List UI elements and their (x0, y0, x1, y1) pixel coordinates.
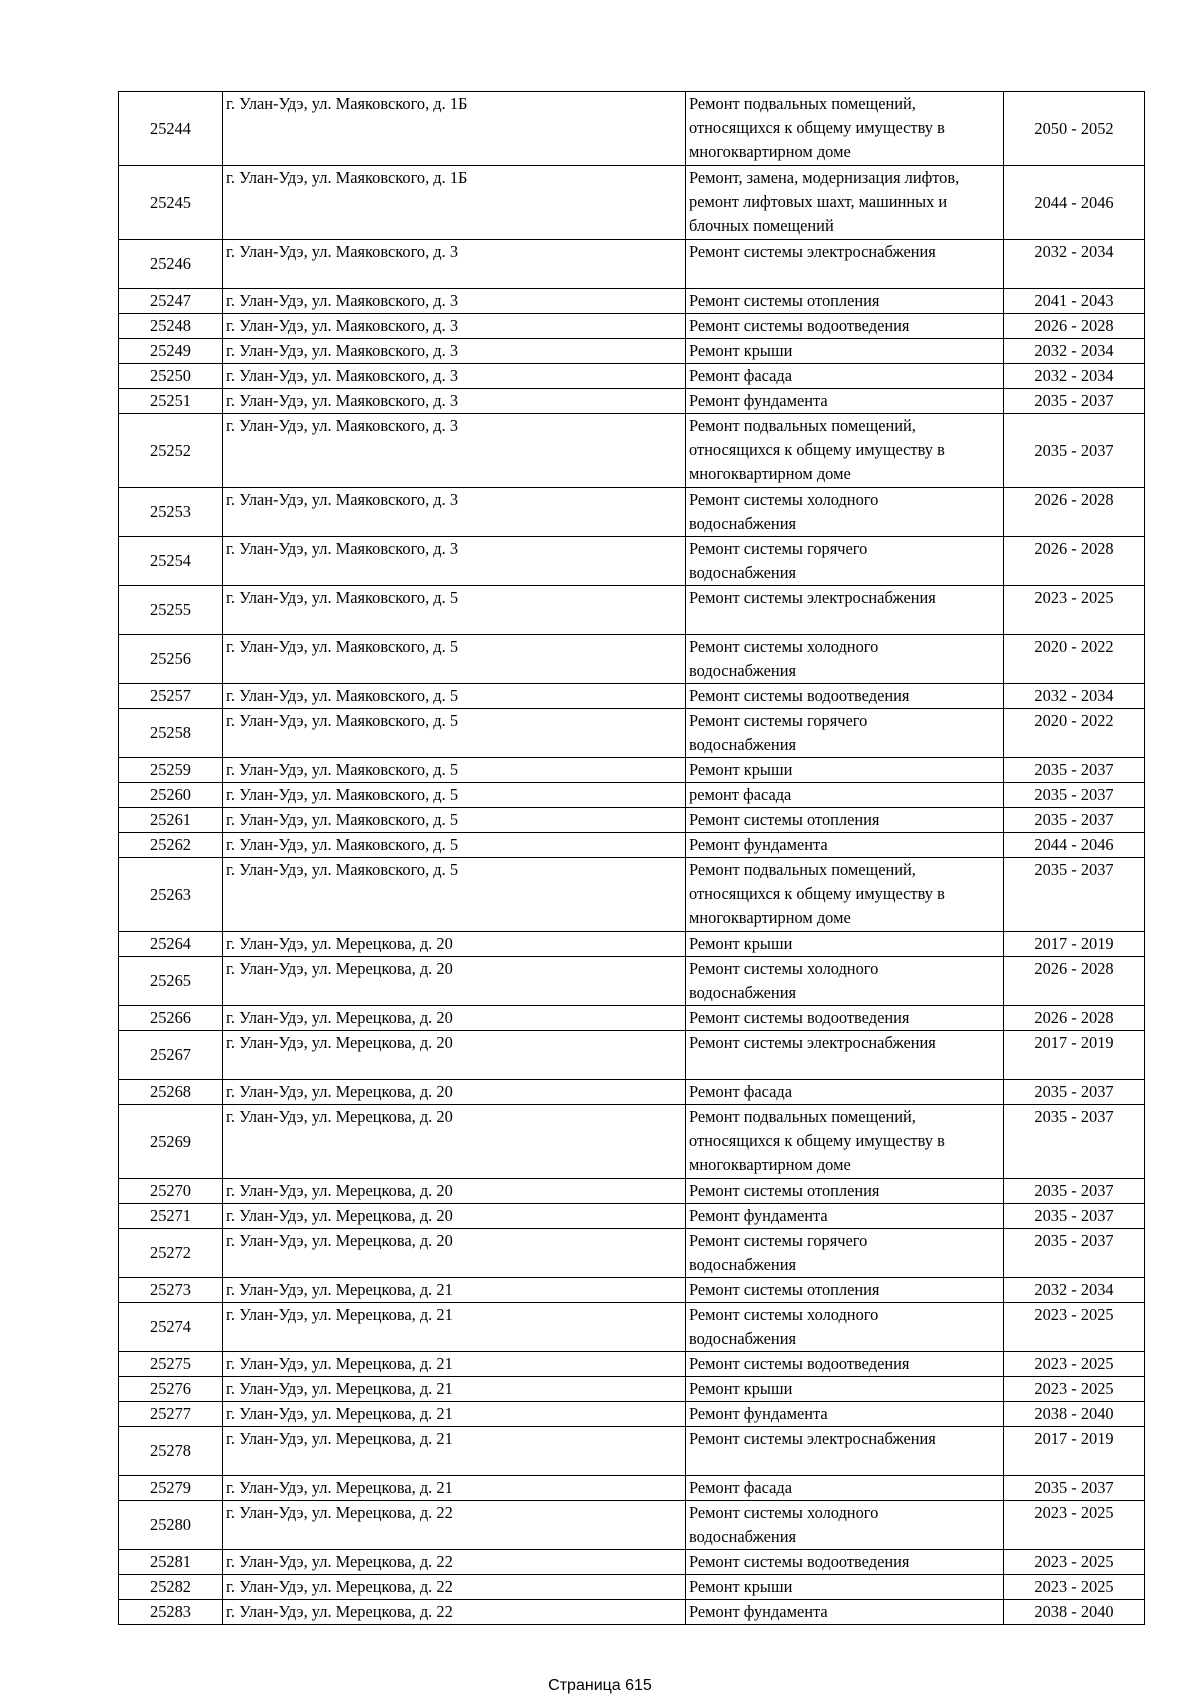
work-type-cell: Ремонт системы холодного водоснабжения (686, 488, 1004, 537)
row-number-cell: 25256 (119, 635, 223, 684)
period-cell: 2035 - 2037 (1004, 389, 1145, 414)
table-row (119, 684, 1145, 709)
table-row (119, 1006, 1145, 1031)
period-cell: 2035 - 2037 (1004, 1229, 1145, 1278)
work-type-cell: Ремонт подвальных помещений, относящихся к общему имуществу в многоквартирном доме (686, 858, 1004, 932)
table-row (119, 289, 1145, 314)
period-cell: 2035 - 2037 (1004, 783, 1145, 808)
address-cell: г. Улан-Удэ, ул. Маяковского, д. 3 (223, 314, 686, 339)
work-type-cell: Ремонт системы горячего водоснабжения (686, 1229, 1004, 1278)
address-cell: г. Улан-Удэ, ул. Мерецкова, д. 20 (223, 1204, 686, 1229)
address-cell: г. Улан-Удэ, ул. Мерецкова, д. 21 (223, 1278, 686, 1303)
address-cell: г. Улан-Удэ, ул. Маяковского, д. 3 (223, 364, 686, 389)
period-cell: 2020 - 2022 (1004, 635, 1145, 684)
address-cell: г. Улан-Удэ, ул. Мерецкова, д. 21 (223, 1427, 686, 1476)
table-row (119, 758, 1145, 783)
repair-schedule-table (118, 91, 1145, 1625)
row-number-cell: 25278 (119, 1427, 223, 1476)
period-cell: 2038 - 2040 (1004, 1600, 1145, 1625)
table-row (119, 537, 1145, 586)
period-cell: 2026 - 2028 (1004, 537, 1145, 586)
row-number-cell: 25269 (119, 1105, 223, 1179)
table-row (119, 364, 1145, 389)
row-number-cell: 25275 (119, 1352, 223, 1377)
period-cell: 2035 - 2037 (1004, 1179, 1145, 1204)
period-cell: 2035 - 2037 (1004, 1476, 1145, 1501)
address-cell: г. Улан-Удэ, ул. Маяковского, д. 5 (223, 758, 686, 783)
address-cell: г. Улан-Удэ, ул. Мерецкова, д. 21 (223, 1402, 686, 1427)
table-row (119, 957, 1145, 1006)
work-type-cell: Ремонт системы горячего водоснабжения (686, 709, 1004, 758)
row-number-cell: 25249 (119, 339, 223, 364)
row-number-cell: 25248 (119, 314, 223, 339)
address-cell: г. Улан-Удэ, ул. Маяковского, д. 5 (223, 783, 686, 808)
work-type-cell: Ремонт фундамента (686, 1600, 1004, 1625)
row-number-cell: 25245 (119, 166, 223, 240)
period-cell: 2026 - 2028 (1004, 488, 1145, 537)
work-type-cell: Ремонт системы отопления (686, 1179, 1004, 1204)
work-type-cell: Ремонт фундамента (686, 833, 1004, 858)
row-number-cell: 25282 (119, 1575, 223, 1600)
work-type-cell: Ремонт крыши (686, 932, 1004, 957)
address-cell: г. Улан-Удэ, ул. Мерецкова, д. 20 (223, 1006, 686, 1031)
table-row (119, 635, 1145, 684)
row-number-cell: 25262 (119, 833, 223, 858)
period-cell: 2035 - 2037 (1004, 1080, 1145, 1105)
page-number: Страница 615 (548, 1677, 652, 1694)
work-type-cell: Ремонт системы холодного водоснабжения (686, 1303, 1004, 1352)
address-cell: г. Улан-Удэ, ул. Мерецкова, д. 20 (223, 957, 686, 1006)
table-row (119, 858, 1145, 932)
row-number-cell: 25252 (119, 414, 223, 488)
period-cell: 2023 - 2025 (1004, 1352, 1145, 1377)
period-cell: 2023 - 2025 (1004, 1303, 1145, 1352)
table-row (119, 1600, 1145, 1625)
table-row (119, 833, 1145, 858)
address-cell: г. Улан-Удэ, ул. Маяковского, д. 3 (223, 414, 686, 488)
address-cell: г. Улан-Удэ, ул. Мерецкова, д. 22 (223, 1575, 686, 1600)
table-row (119, 1476, 1145, 1501)
address-cell: г. Улан-Удэ, ул. Маяковского, д. 1Б (223, 166, 686, 240)
work-type-cell: Ремонт фундамента (686, 1204, 1004, 1229)
row-number-cell: 25267 (119, 1031, 223, 1080)
work-type-cell: Ремонт, замена, модернизация лифтов, ремонт лифтовых шахт, машинных и блочных помещений (686, 166, 1004, 240)
address-cell: г. Улан-Удэ, ул. Маяковского, д. 3 (223, 240, 686, 289)
table-row (119, 1303, 1145, 1352)
address-cell: г. Улан-Удэ, ул. Маяковского, д. 1Б (223, 92, 686, 166)
row-number-cell: 25259 (119, 758, 223, 783)
work-type-cell: Ремонт системы холодного водоснабжения (686, 635, 1004, 684)
work-type-cell: Ремонт системы отопления (686, 289, 1004, 314)
period-cell: 2026 - 2028 (1004, 314, 1145, 339)
address-cell: г. Улан-Удэ, ул. Мерецкова, д. 21 (223, 1476, 686, 1501)
table-row (119, 1550, 1145, 1575)
table-row (119, 783, 1145, 808)
period-cell: 2050 - 2052 (1004, 92, 1145, 166)
row-number-cell: 25279 (119, 1476, 223, 1501)
row-number-cell: 25277 (119, 1402, 223, 1427)
table-row (119, 314, 1145, 339)
address-cell: г. Улан-Удэ, ул. Маяковского, д. 3 (223, 339, 686, 364)
table-row (119, 1204, 1145, 1229)
table-row (119, 1501, 1145, 1550)
period-cell: 2026 - 2028 (1004, 1006, 1145, 1031)
row-number-cell: 25273 (119, 1278, 223, 1303)
work-type-cell: Ремонт системы электроснабжения (686, 586, 1004, 635)
table-row (119, 488, 1145, 537)
work-type-cell: Ремонт фасада (686, 364, 1004, 389)
table-row (119, 166, 1145, 240)
row-number-cell: 25254 (119, 537, 223, 586)
table-row (119, 1179, 1145, 1204)
table-row (119, 1080, 1145, 1105)
work-type-cell: Ремонт системы водоотведения (686, 1550, 1004, 1575)
row-number-cell: 25246 (119, 240, 223, 289)
work-type-cell: Ремонт системы водоотведения (686, 1352, 1004, 1377)
work-type-cell: Ремонт крыши (686, 1377, 1004, 1402)
work-type-cell: Ремонт системы электроснабжения (686, 240, 1004, 289)
period-cell: 2032 - 2034 (1004, 1278, 1145, 1303)
period-cell: 2023 - 2025 (1004, 1501, 1145, 1550)
address-cell: г. Улан-Удэ, ул. Мерецкова, д. 22 (223, 1550, 686, 1575)
period-cell: 2035 - 2037 (1004, 758, 1145, 783)
period-cell: 2041 - 2043 (1004, 289, 1145, 314)
address-cell: г. Улан-Удэ, ул. Маяковского, д. 3 (223, 488, 686, 537)
period-cell: 2023 - 2025 (1004, 1550, 1145, 1575)
work-type-cell: ремонт фасада (686, 783, 1004, 808)
row-number-cell: 25283 (119, 1600, 223, 1625)
address-cell: г. Улан-Удэ, ул. Мерецкова, д. 21 (223, 1303, 686, 1352)
row-number-cell: 25260 (119, 783, 223, 808)
table-row (119, 932, 1145, 957)
table-row (119, 1229, 1145, 1278)
table-row (119, 1278, 1145, 1303)
period-cell: 2038 - 2040 (1004, 1402, 1145, 1427)
row-number-cell: 25253 (119, 488, 223, 537)
table-row (119, 92, 1145, 166)
row-number-cell: 25250 (119, 364, 223, 389)
period-cell: 2020 - 2022 (1004, 709, 1145, 758)
address-cell: г. Улан-Удэ, ул. Мерецкова, д. 20 (223, 1179, 686, 1204)
period-cell: 2035 - 2037 (1004, 414, 1145, 488)
address-cell: г. Улан-Удэ, ул. Мерецкова, д. 22 (223, 1501, 686, 1550)
work-type-cell: Ремонт системы водоотведения (686, 684, 1004, 709)
row-number-cell: 25281 (119, 1550, 223, 1575)
period-cell: 2044 - 2046 (1004, 833, 1145, 858)
row-number-cell: 25263 (119, 858, 223, 932)
table-row (119, 240, 1145, 289)
row-number-cell: 25261 (119, 808, 223, 833)
period-cell: 2032 - 2034 (1004, 240, 1145, 289)
row-number-cell: 25271 (119, 1204, 223, 1229)
work-type-cell: Ремонт системы отопления (686, 808, 1004, 833)
row-number-cell: 25272 (119, 1229, 223, 1278)
row-number-cell: 25280 (119, 1501, 223, 1550)
address-cell: г. Улан-Удэ, ул. Маяковского, д. 3 (223, 289, 686, 314)
table-row (119, 389, 1145, 414)
row-number-cell: 25270 (119, 1179, 223, 1204)
work-type-cell: Ремонт системы электроснабжения (686, 1031, 1004, 1080)
table-row (119, 414, 1145, 488)
period-cell: 2032 - 2034 (1004, 684, 1145, 709)
table-row (119, 1427, 1145, 1476)
work-type-cell: Ремонт крыши (686, 758, 1004, 783)
row-number-cell: 25251 (119, 389, 223, 414)
table-row (119, 1575, 1145, 1600)
period-cell: 2023 - 2025 (1004, 1575, 1145, 1600)
work-type-cell: Ремонт системы отопления (686, 1278, 1004, 1303)
row-number-cell: 25244 (119, 92, 223, 166)
row-number-cell: 25276 (119, 1377, 223, 1402)
row-number-cell: 25268 (119, 1080, 223, 1105)
address-cell: г. Улан-Удэ, ул. Маяковского, д. 5 (223, 684, 686, 709)
table-row (119, 1105, 1145, 1179)
work-type-cell: Ремонт фасада (686, 1080, 1004, 1105)
work-type-cell: Ремонт фундамента (686, 389, 1004, 414)
address-cell: г. Улан-Удэ, ул. Маяковского, д. 3 (223, 537, 686, 586)
work-type-cell: Ремонт подвальных помещений, относящихся к общему имуществу в многоквартирном доме (686, 1105, 1004, 1179)
period-cell: 2032 - 2034 (1004, 364, 1145, 389)
work-type-cell: Ремонт системы водоотведения (686, 1006, 1004, 1031)
work-type-cell: Ремонт системы холодного водоснабжения (686, 957, 1004, 1006)
period-cell: 2035 - 2037 (1004, 808, 1145, 833)
address-cell: г. Улан-Удэ, ул. Маяковского, д. 5 (223, 635, 686, 684)
work-type-cell: Ремонт крыши (686, 339, 1004, 364)
table-row (119, 808, 1145, 833)
address-cell: г. Улан-Удэ, ул. Маяковского, д. 5 (223, 858, 686, 932)
work-type-cell: Ремонт подвальных помещений, относящихся к общему имуществу в многоквартирном доме (686, 414, 1004, 488)
period-cell: 2017 - 2019 (1004, 932, 1145, 957)
row-number-cell: 25264 (119, 932, 223, 957)
address-cell: г. Улан-Удэ, ул. Мерецкова, д. 20 (223, 932, 686, 957)
period-cell: 2035 - 2037 (1004, 1105, 1145, 1179)
work-type-cell: Ремонт системы электроснабжения (686, 1427, 1004, 1476)
address-cell: г. Улан-Удэ, ул. Маяковского, д. 5 (223, 586, 686, 635)
address-cell: г. Улан-Удэ, ул. Маяковского, д. 5 (223, 808, 686, 833)
work-type-cell: Ремонт подвальных помещений, относящихся к общему имуществу в многоквартирном доме (686, 92, 1004, 166)
work-type-cell: Ремонт фасада (686, 1476, 1004, 1501)
address-cell: г. Улан-Удэ, ул. Мерецкова, д. 20 (223, 1229, 686, 1278)
address-cell: г. Улан-Удэ, ул. Мерецкова, д. 20 (223, 1105, 686, 1179)
table-row (119, 1377, 1145, 1402)
period-cell: 2017 - 2019 (1004, 1031, 1145, 1080)
table-row (119, 1352, 1145, 1377)
row-number-cell: 25255 (119, 586, 223, 635)
table-row (119, 709, 1145, 758)
row-number-cell: 25266 (119, 1006, 223, 1031)
period-cell: 2023 - 2025 (1004, 586, 1145, 635)
period-cell: 2023 - 2025 (1004, 1377, 1145, 1402)
period-cell: 2032 - 2034 (1004, 339, 1145, 364)
table-row (119, 1031, 1145, 1080)
row-number-cell: 25265 (119, 957, 223, 1006)
address-cell: г. Улан-Удэ, ул. Мерецкова, д. 21 (223, 1352, 686, 1377)
address-cell: г. Улан-Удэ, ул. Маяковского, д. 5 (223, 709, 686, 758)
row-number-cell: 25257 (119, 684, 223, 709)
work-type-cell: Ремонт системы горячего водоснабжения (686, 537, 1004, 586)
table-body (119, 92, 1145, 1625)
work-type-cell: Ремонт системы холодного водоснабжения (686, 1501, 1004, 1550)
address-cell: г. Улан-Удэ, ул. Маяковского, д. 3 (223, 389, 686, 414)
row-number-cell: 25258 (119, 709, 223, 758)
table-row (119, 1402, 1145, 1427)
period-cell: 2026 - 2028 (1004, 957, 1145, 1006)
period-cell: 2017 - 2019 (1004, 1427, 1145, 1476)
address-cell: г. Улан-Удэ, ул. Мерецкова, д. 21 (223, 1377, 686, 1402)
period-cell: 2035 - 2037 (1004, 858, 1145, 932)
period-cell: 2035 - 2037 (1004, 1204, 1145, 1229)
table-row (119, 586, 1145, 635)
address-cell: г. Улан-Удэ, ул. Маяковского, д. 5 (223, 833, 686, 858)
table-row (119, 339, 1145, 364)
address-cell: г. Улан-Удэ, ул. Мерецкова, д. 22 (223, 1600, 686, 1625)
period-cell: 2044 - 2046 (1004, 166, 1145, 240)
address-cell: г. Улан-Удэ, ул. Мерецкова, д. 20 (223, 1080, 686, 1105)
row-number-cell: 25247 (119, 289, 223, 314)
work-type-cell: Ремонт системы водоотведения (686, 314, 1004, 339)
row-number-cell: 25274 (119, 1303, 223, 1352)
address-cell: г. Улан-Удэ, ул. Мерецкова, д. 20 (223, 1031, 686, 1080)
work-type-cell: Ремонт фундамента (686, 1402, 1004, 1427)
work-type-cell: Ремонт крыши (686, 1575, 1004, 1600)
